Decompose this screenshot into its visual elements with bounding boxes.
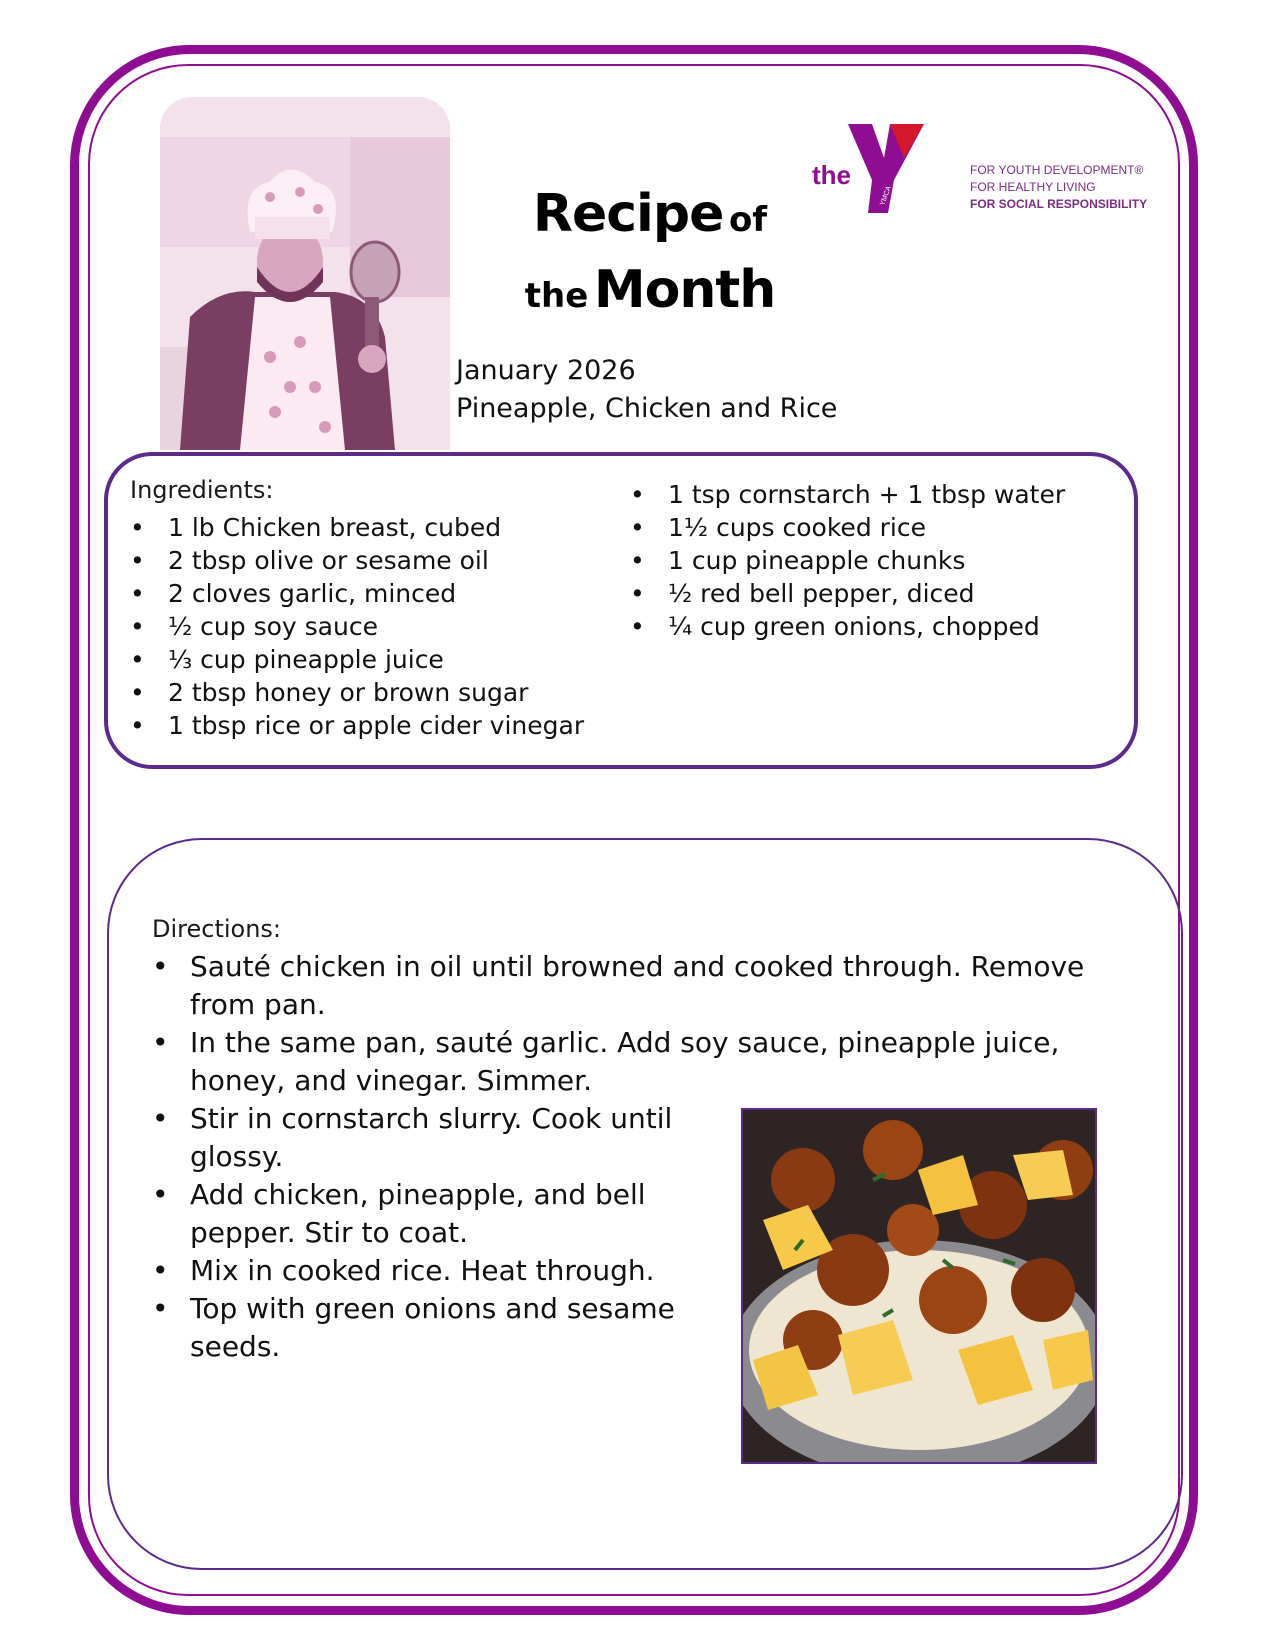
ymca-tagline bbox=[970, 162, 1147, 213]
direction-step: • In the same pan, sauté garlic. Add soy sauce, pineapple juice, honey, and vinegar. Simmer. bbox=[152, 1024, 1142, 1100]
list-item: • 1 tbsp rice or apple cider vinegar bbox=[130, 709, 584, 742]
ingredients-list-left bbox=[130, 511, 584, 742]
list-item: • 2 tbsp honey or brown sugar bbox=[130, 676, 584, 709]
tagline-line-2: FOR HEALTHY LIVING bbox=[970, 180, 1096, 194]
direction-step: • Stir in cornstarch slurry. Cook until glossy. bbox=[152, 1100, 700, 1176]
page-title bbox=[510, 182, 790, 334]
ingredients-heading: Ingredients: bbox=[130, 476, 274, 504]
list-item: • ½ red bell pepper, diced bbox=[630, 577, 1065, 610]
direction-step: • Add chicken, pineapple, and bell pepper. Stir to coat. bbox=[152, 1176, 700, 1252]
list-item: • ¼ cup green onions, chopped bbox=[630, 610, 1065, 643]
list-item: • ½ cup soy sauce bbox=[130, 610, 584, 643]
logo-the-text: the bbox=[812, 160, 851, 190]
list-item: • 1 cup pineapple chunks bbox=[630, 544, 1065, 577]
list-item: • 1 tsp cornstarch + 1 tbsp water bbox=[630, 478, 1065, 511]
title-month: Month bbox=[593, 260, 776, 320]
tagline-line-1: FOR YOUTH DEVELOPMENT® bbox=[970, 163, 1144, 177]
ingredients-list-right bbox=[630, 478, 1065, 643]
tagline-line-3: FOR SOCIAL RESPONSIBILITY bbox=[970, 197, 1148, 211]
list-item: • 2 tbsp olive or sesame oil bbox=[130, 544, 584, 577]
list-item: • 1½ cups cooked rice bbox=[630, 511, 1065, 544]
recipe-date: January 2026 bbox=[456, 355, 636, 386]
logo-ymca-text: YMCA bbox=[879, 185, 893, 207]
chef-photo bbox=[160, 97, 450, 450]
direction-step: • Mix in cooked rice. Heat through. bbox=[152, 1252, 700, 1290]
direction-step: • Top with green onions and sesame seeds. bbox=[152, 1290, 700, 1366]
list-item: • 2 cloves garlic, minced bbox=[130, 577, 584, 610]
title-the: the bbox=[524, 276, 589, 316]
list-item: • ⅓ cup pineapple juice bbox=[130, 643, 584, 676]
directions-heading: Directions: bbox=[152, 915, 282, 943]
recipe-name: Pineapple, Chicken and Rice bbox=[456, 393, 838, 424]
title-recipe: Recipe bbox=[532, 184, 724, 244]
recipe-header bbox=[456, 352, 837, 428]
food-photo bbox=[741, 1108, 1097, 1464]
title-of: of bbox=[728, 200, 768, 240]
list-item: • 1 lb Chicken breast, cubed bbox=[130, 511, 584, 544]
direction-step: • Sauté chicken in oil until browned and cooked through. Remove from pan. bbox=[152, 948, 1142, 1024]
